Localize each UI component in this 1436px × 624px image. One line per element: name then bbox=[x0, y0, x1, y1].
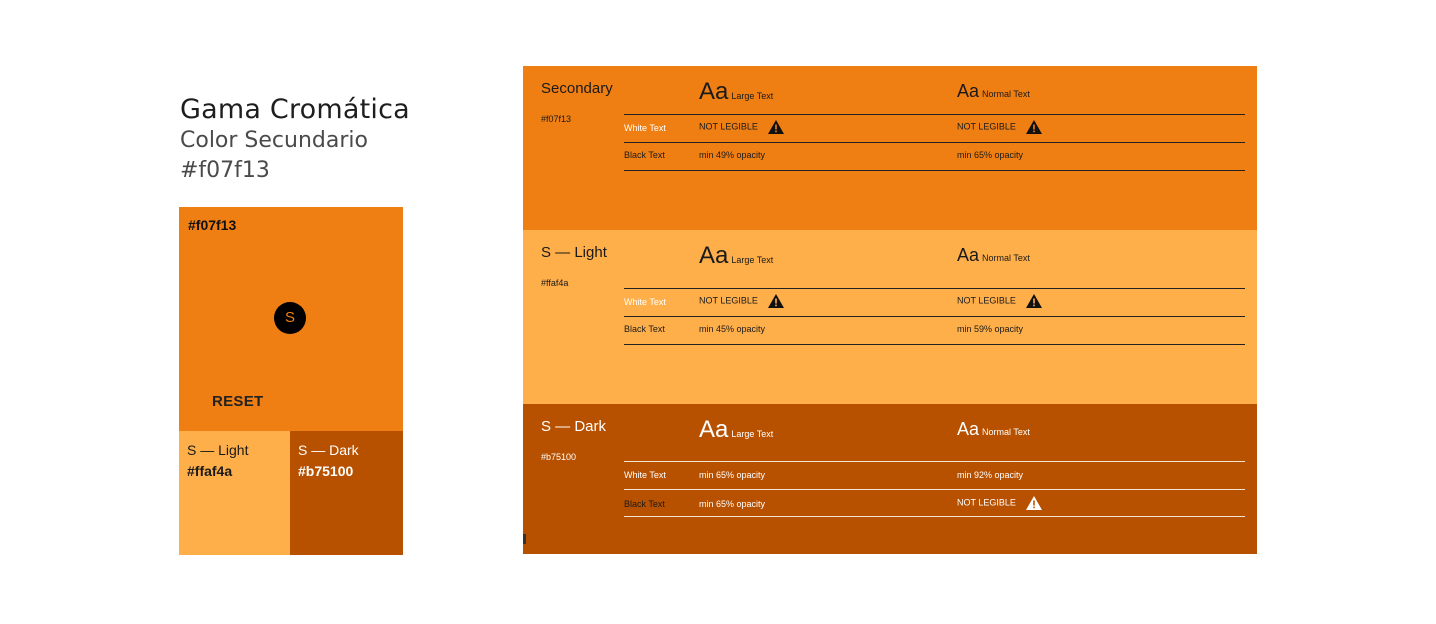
white-normal-result: NOT LEGIBLE bbox=[957, 120, 1042, 134]
black-text-label: Black Text bbox=[624, 150, 665, 160]
large-aa: Aa bbox=[699, 78, 729, 105]
warning-icon bbox=[1026, 120, 1042, 134]
band-title: Secondary bbox=[541, 80, 613, 97]
main-swatch[interactable] bbox=[179, 207, 403, 431]
band-secondary bbox=[523, 66, 1257, 230]
normal-text-label: Normal Text bbox=[982, 427, 1030, 437]
white-large-result: NOT LEGIBLE bbox=[699, 120, 784, 134]
white-normal-result: NOT LEGIBLE bbox=[957, 294, 1042, 308]
divider bbox=[624, 170, 1245, 171]
black-large-result: min 65% opacity bbox=[699, 499, 766, 509]
dark-swatch-name: S — Dark bbox=[298, 442, 359, 458]
band-dark bbox=[523, 404, 1257, 554]
white-large-result: NOT LEGIBLE bbox=[699, 294, 784, 308]
light-swatch-hex: #ffaf4a bbox=[187, 463, 233, 479]
divider bbox=[624, 114, 1245, 115]
divider bbox=[624, 142, 1245, 143]
large-aa: Aa bbox=[699, 242, 729, 269]
band-title: S — Dark bbox=[541, 418, 607, 435]
large-text-sample bbox=[699, 416, 773, 444]
white-text-label: White Text bbox=[624, 470, 666, 480]
band-light bbox=[523, 230, 1257, 404]
large-aa: Aa bbox=[699, 416, 729, 443]
divider bbox=[624, 316, 1245, 317]
warning-icon bbox=[1026, 294, 1042, 308]
large-text-sample bbox=[699, 78, 773, 106]
page-subtitle: Color Secundario bbox=[180, 128, 368, 153]
large-text-label: Large Text bbox=[731, 91, 774, 101]
black-text-label: Black Text bbox=[624, 324, 665, 334]
dark-swatch-hex: #b75100 bbox=[298, 463, 354, 479]
black-large-result: min 49% opacity bbox=[699, 150, 766, 160]
normal-aa: Aa bbox=[957, 245, 980, 265]
divider bbox=[624, 344, 1245, 345]
resize-handle[interactable] bbox=[523, 534, 526, 544]
secondary-badge: S bbox=[274, 302, 306, 334]
page-title: Gama Cromática bbox=[180, 94, 410, 125]
large-text-sample bbox=[699, 242, 773, 270]
normal-aa: Aa bbox=[957, 419, 980, 439]
black-large-result: min 45% opacity bbox=[699, 324, 766, 334]
band-hex: #ffaf4a bbox=[541, 278, 569, 288]
white-large-result: min 65% opacity bbox=[699, 470, 766, 480]
main-swatch-hex: #f07f13 bbox=[188, 217, 237, 233]
normal-text-label: Normal Text bbox=[982, 253, 1030, 263]
light-swatch-name: S — Light bbox=[187, 442, 249, 458]
divider bbox=[624, 288, 1245, 289]
normal-text-sample bbox=[957, 81, 1030, 102]
light-swatch[interactable] bbox=[179, 431, 290, 555]
white-text-label: White Text bbox=[624, 297, 666, 307]
black-normal-result: min 59% opacity bbox=[957, 324, 1024, 334]
normal-text-sample bbox=[957, 245, 1030, 266]
page-hex: #f07f13 bbox=[180, 158, 270, 183]
white-text-label: White Text bbox=[624, 123, 666, 133]
legibility-panel bbox=[523, 66, 1257, 554]
large-text-label: Large Text bbox=[731, 255, 774, 265]
divider bbox=[624, 489, 1245, 490]
large-text-label: Large Text bbox=[731, 429, 774, 439]
black-normal-result: min 65% opacity bbox=[957, 150, 1024, 160]
warning-icon bbox=[768, 120, 784, 134]
black-normal-result: NOT LEGIBLE bbox=[957, 496, 1042, 510]
black-text-label: Black Text bbox=[624, 499, 665, 509]
white-normal-result: min 92% opacity bbox=[957, 470, 1024, 480]
divider bbox=[624, 461, 1245, 462]
band-hex: #f07f13 bbox=[541, 114, 572, 124]
divider bbox=[624, 516, 1245, 517]
normal-text-sample bbox=[957, 419, 1030, 440]
band-title: S — Light bbox=[541, 244, 607, 261]
dark-swatch[interactable] bbox=[290, 431, 403, 555]
color-swatch-card bbox=[179, 207, 403, 555]
warning-icon bbox=[1026, 496, 1042, 510]
normal-text-label: Normal Text bbox=[982, 89, 1030, 99]
normal-aa: Aa bbox=[957, 81, 980, 101]
palette-heading bbox=[180, 92, 410, 186]
warning-icon bbox=[768, 294, 784, 308]
band-hex: #b75100 bbox=[541, 452, 577, 462]
reset-button[interactable]: RESET bbox=[212, 393, 264, 410]
